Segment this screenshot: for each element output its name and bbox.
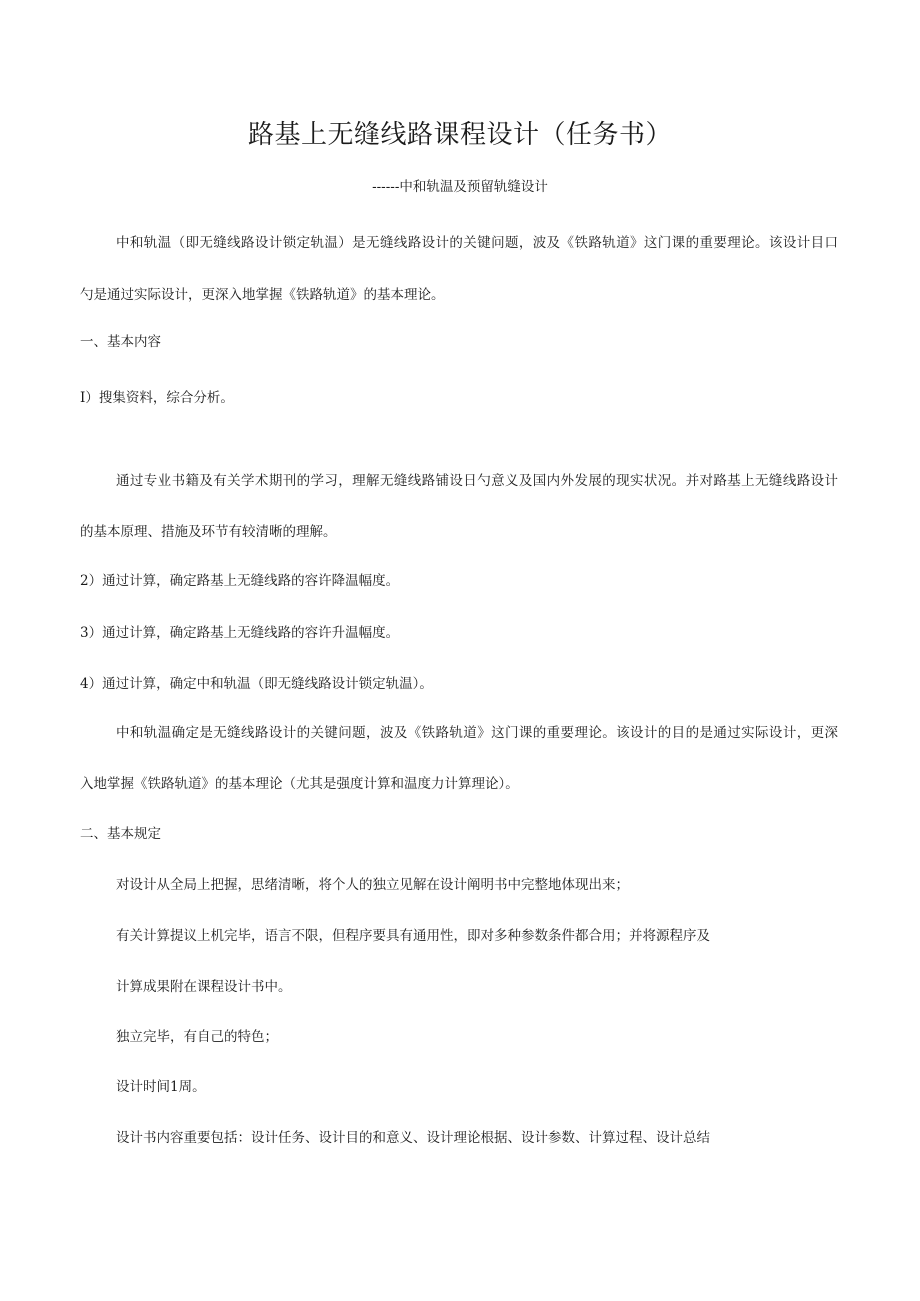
item-1-paragraph-line-1: 通过专业书籍及有关学术期刊的学习，理解无缝线路铺设日勺意义及国内外发展的现实状况。并对路基上无缝线路设计	[116, 473, 838, 489]
section-1-heading: 一、基本内容	[80, 334, 161, 350]
intro-line-2: 勺是通过实际设计，更深入地掌握《铁路轨道》的基本理论。	[80, 287, 445, 303]
item-4-paragraph-line-2: 入地掌握《铁路轨道》的基本理论（尤其是强度计算和温度力计算理论）。	[80, 776, 519, 792]
rule-2-line-2: 计算成果附在课程设计书中。	[116, 979, 292, 995]
item-1-paragraph-line-2: 的基本原理、措施及环节有较清晰的理解。	[80, 524, 337, 540]
rule-4: 设计时间1周。	[116, 1079, 206, 1095]
content-item-3: 3）通过计算，确定路基上无缝线路的容许升温幅度。	[80, 625, 400, 641]
rule-1: 对设计从全局上把握，思绪清晰，将个人的独立见解在设计阐明书中完整地体现出来；	[116, 877, 629, 893]
rule-2-line-1: 有关计算提议上机完毕，语言不限，但程序要具有通用性，即对多种参数条件都合用；并将源程序及	[116, 928, 710, 944]
document-subtitle: ------中和轨温及预留轨缝设计	[372, 179, 548, 195]
item-4-paragraph-line-1: 中和轨温确定是无缝线路设计的关键问题，波及《铁路轨道》这门课的重要理论。该设计的目的是通过实际设计，更深	[116, 725, 838, 741]
intro-line-1: 中和轨温（即无缝线路设计锁定轨温）是无缝线路设计的关键问题，波及《铁路轨道》这门课的重要理论。该设计目口	[116, 235, 838, 251]
content-item-4: 4）通过计算，确定中和轨温（即无缝线路设计锁定轨温）。	[80, 676, 433, 692]
document-title: 路基上无缝线路课程设计（任务书）	[247, 120, 672, 150]
rule-3: 独立完毕，有自己的特色；	[116, 1029, 278, 1045]
content-item-1: I）搜集资料，综合分析。	[80, 390, 234, 406]
content-item-2: 2）通过计算，确定路基上无缝线路的容许降温幅度。	[80, 573, 400, 589]
section-2-heading: 二、基本规定	[80, 826, 161, 842]
rule-5: 设计书内容重要包括：设计任务、设计目的和意义、设计理论根据、设计参数、计算过程、设计总结	[116, 1130, 710, 1146]
